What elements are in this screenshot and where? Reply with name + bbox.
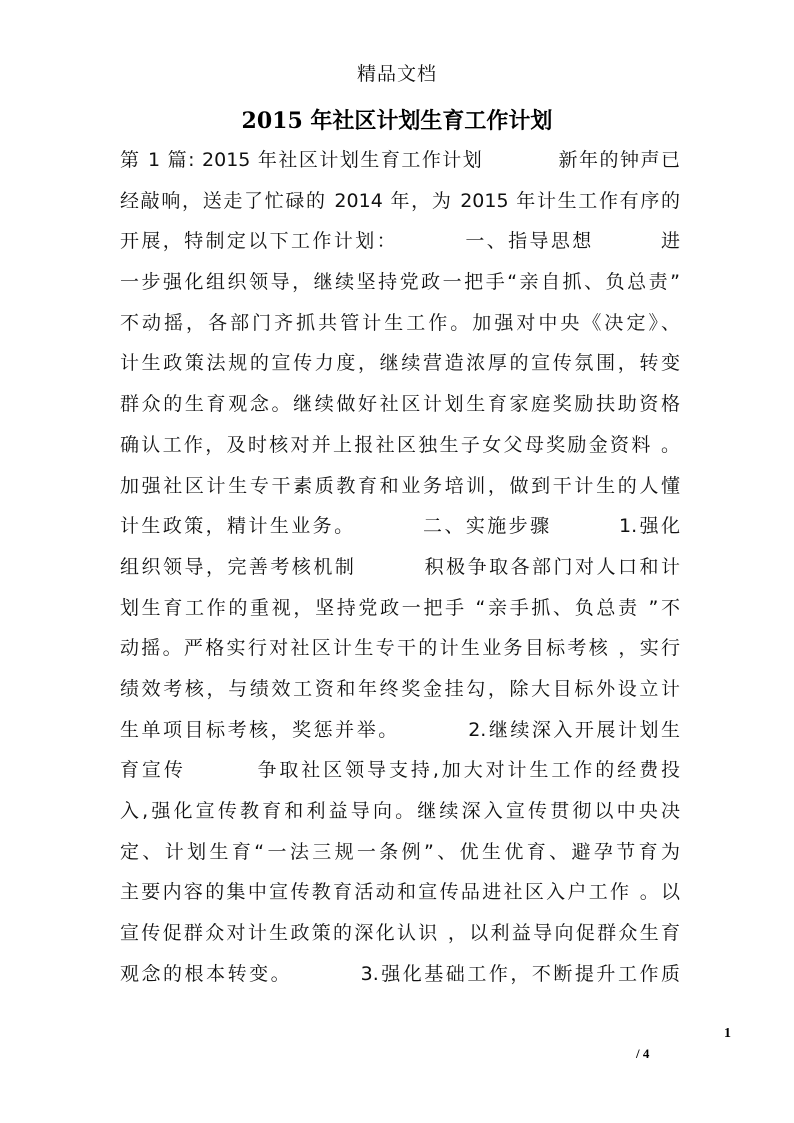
page-total: / 4 [636, 1046, 650, 1061]
body-line: 划生育工作的重视，坚持党政一把手 “亲手抓、负总责 ”不 [120, 596, 680, 619]
body-line: 动摇。严格实行对社区计生专干的计生业务目标考核 ，实行 [120, 637, 680, 660]
body-line: 第 1 篇: 2015 年社区计划生育工作计划 新年的钟声已 [120, 149, 680, 171]
body-line: 不动摇，各部门齐抓共管计生工作。加强对中央《决定》、 [120, 311, 680, 334]
body-line: 定、计划生育“一法三规一条例”、优生优育、避孕节育为 [120, 840, 680, 863]
body-line: 经敲响，送走了忙碌的 2014 年，为 2015 年计生工作有序的 [120, 189, 680, 212]
header-label: 精品文档 [356, 63, 437, 85]
body-line: 计生政策法规的宣传力度，继续营造浓厚的宣传氛围，转变 [120, 352, 680, 375]
body-line: 入,强化宣传教育和利益导向。继续深入宣传贯彻以中央决 [120, 800, 680, 822]
body-line: 观念的根本转变。 3.强化基础工作，不断提升工作质 [120, 962, 680, 985]
body-line: 主要内容的集中宣传教育活动和宣传品进社区入户工作 。以 [120, 881, 680, 904]
body-line: 绩效考核，与绩效工资和年终奖金挂勾，除大目标外设立计 [120, 677, 680, 700]
body-line: 开展，特制定以下工作计划： 一、指导思想 进 [120, 230, 680, 253]
body-line: 确认工作，及时核对并上报社区独生子女父母奖励金资料 。 [120, 433, 680, 456]
body-line: 育宣传 争取社区领导支持,加大对计生工作的经费投 [120, 759, 680, 782]
document-title: 2015 年社区计划生育工作计划 [241, 108, 553, 134]
body-line: 加强社区计生专干素质教育和业务培训，做到干计生的人懂 [120, 474, 680, 497]
body-line: 组织领导，完善考核机制 积极争取各部门对人口和计 [120, 555, 680, 578]
body-line: 计生政策，精计生业务。 二、实施步骤 1.强化 [120, 515, 680, 538]
body-line: 群众的生育观念。继续做好社区计划生育家庭奖励扶助资格 [120, 393, 680, 416]
body-line: 生单项目标考核，奖惩并举。 2.继续深入开展计划生 [120, 718, 680, 741]
body-line: 一步强化组织领导，继续坚持党政一把手“亲自抓、负总责” [120, 271, 680, 294]
page-number: 1 [724, 1026, 731, 1041]
body-line: 宣传促群众对计生政策的深化认识 ，以利益导向促群众生育 [120, 922, 680, 945]
document-body [120, 140, 680, 994]
